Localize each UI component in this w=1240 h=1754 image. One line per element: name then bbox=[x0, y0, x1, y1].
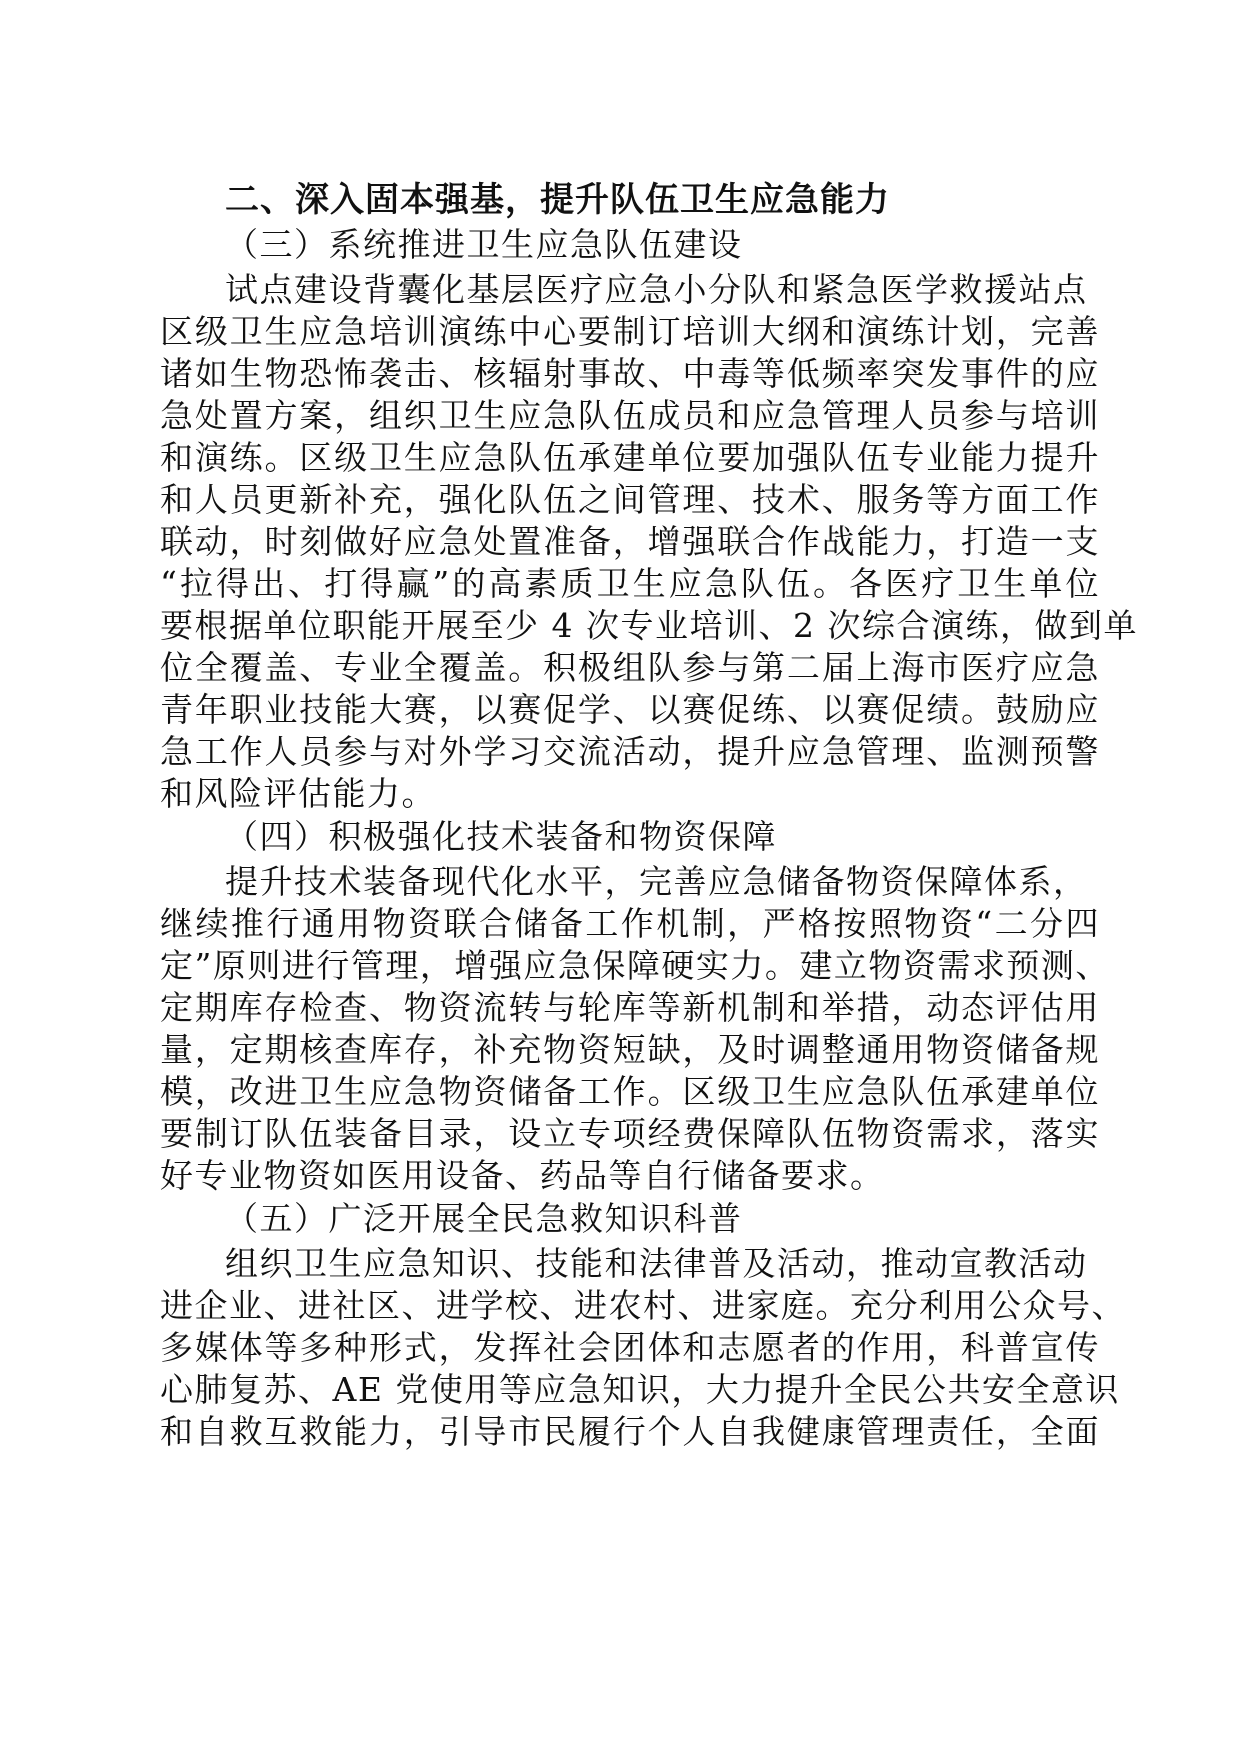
paragraph-line: 和演练。区级卫生应急队伍承建单位要加强队伍专业能力提升 bbox=[160, 438, 1100, 477]
paragraph-line: 试点建设背囊化基层医疗应急小分队和紧急医学救援站点 bbox=[225, 270, 1088, 309]
paragraph-line: 量，定期核查库存，补充物资短缺，及时调整通用物资储备规 bbox=[160, 1030, 1100, 1069]
paragraph-line: 急处置方案，组织卫生应急队伍成员和应急管理人员参与培训 bbox=[160, 396, 1100, 435]
paragraph-line: 急工作人员参与对外学习交流活动，提升应急管理、监测预警 bbox=[160, 732, 1100, 771]
subsection-title-3: （三）系统推进卫生应急队伍建设 bbox=[225, 225, 743, 264]
paragraph-line: 多媒体等多种形式，发挥社会团体和志愿者的作用，科普宣传 bbox=[160, 1328, 1100, 1367]
subsection-title-4: （四）积极强化技术装备和物资保障 bbox=[225, 817, 777, 856]
paragraph-line: 进企业、进社区、进学校、进农村、进家庭。充分利用公众号、 bbox=[160, 1286, 1126, 1325]
paragraph-line: 区级卫生应急培训演练中心要制订培训大纲和演练计划，完善 bbox=[160, 312, 1100, 351]
section-heading: 二、深入固本强基，提升队伍卫生应急能力 bbox=[225, 180, 890, 220]
paragraph-line: 联动，时刻做好应急处置准备，增强联合作战能力，打造一支 bbox=[160, 522, 1100, 561]
paragraph-line: 心肺复苏、AE 党使用等应急知识，大力提升全民公共安全意识 bbox=[160, 1370, 1120, 1409]
paragraph-line: 和自救互救能力，引导市民履行个人自我健康管理责任，全面 bbox=[160, 1412, 1100, 1451]
paragraph-line: 诸如生物恐怖袭击、核辐射事故、中毒等低频率突发事件的应 bbox=[160, 354, 1100, 393]
subsection-title-5: （五）广泛开展全民急救知识科普 bbox=[225, 1199, 743, 1238]
paragraph-line: 青年职业技能大赛，以赛促学、以赛促练、以赛促绩。鼓励应 bbox=[160, 690, 1100, 729]
paragraph-line: 继续推行通用物资联合储备工作机制，严格按照物资“二分四 bbox=[160, 904, 1100, 943]
paragraph-line: 组织卫生应急知识、技能和法律普及活动，推动宣教活动 bbox=[225, 1244, 1088, 1283]
paragraph-line: 提升技术装备现代化水平，完善应急储备物资保障体系， bbox=[225, 862, 1088, 901]
paragraph-line: 和人员更新补充，强化队伍之间管理、技术、服务等方面工作 bbox=[160, 480, 1100, 519]
paragraph-line: 和风险评估能力。 bbox=[160, 774, 436, 813]
paragraph-line: 定”原则进行管理，增强应急保障硬实力。建立物资需求预测、 bbox=[160, 946, 1110, 985]
paragraph-line: 要根据单位职能开展至少 4 次专业培训、2 次综合演练，做到单 bbox=[160, 606, 1138, 645]
paragraph-line: 位全覆盖、专业全覆盖。积极组队参与第二届上海市医疗应急 bbox=[160, 648, 1100, 687]
paragraph-line: 好专业物资如医用设备、药品等自行储备要求。 bbox=[160, 1156, 885, 1195]
paragraph-line: “拉得出、打得赢”的高素质卫生应急队伍。各医疗卫生单位 bbox=[160, 564, 1100, 603]
paragraph-line: 模，改进卫生应急物资储备工作。区级卫生应急队伍承建单位 bbox=[160, 1072, 1100, 1111]
paragraph-line: 定期库存检查、物资流转与轮库等新机制和举措，动态评估用 bbox=[160, 988, 1100, 1027]
paragraph-line: 要制订队伍装备目录，设立专项经费保障队伍物资需求，落实 bbox=[160, 1114, 1100, 1153]
